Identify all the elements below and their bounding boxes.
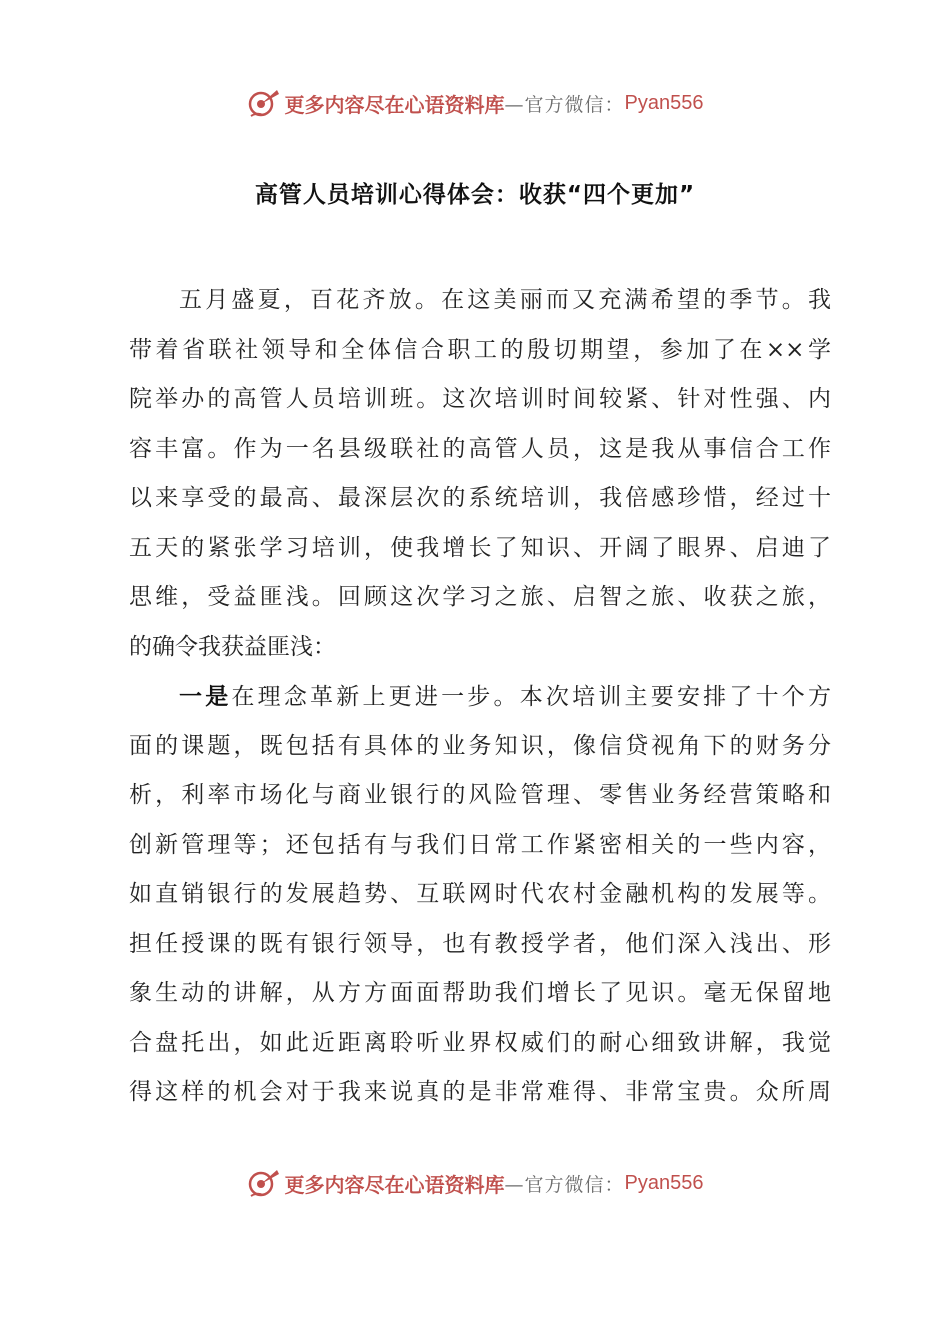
paragraph-line: 以来享受的最高、最深层次的系统培训，我倍感珍惜，经过十 bbox=[129, 485, 831, 511]
paragraph-line: 析，利率市场化与商业银行的风险管理、零售业务经营策略和 bbox=[129, 782, 831, 808]
paragraph-line: 合盘托出，如此近距离聆听业界权威们的耐心细致讲解，我觉 bbox=[129, 1029, 831, 1056]
paragraph-line: 担任授课的既有银行领导，也有教授学者，他们深入浅出、形 bbox=[129, 930, 831, 957]
pen-nib-logo-icon bbox=[247, 1166, 281, 1200]
point-text: 在理念革新上更进一步。本次培训主要安排了十个方 bbox=[231, 684, 832, 710]
banner-title: 更多内容尽在心语资料库 bbox=[284, 92, 505, 117]
paragraph-line bbox=[129, 672, 831, 722]
paragraph-line: 带着省联社领导和全体信合职工的殷切期望，参加了在××学 bbox=[129, 336, 831, 363]
paragraph-line: 院举办的高管人员培训班。这次培训时间较紧、针对性强、内 bbox=[129, 386, 831, 412]
banner-title: 更多内容尽在心语资料库 bbox=[284, 1172, 505, 1197]
paragraph-line: 五天的紧张学习培训，使我增长了知识、开阔了眼界、启迪了 bbox=[129, 534, 831, 561]
banner-wechat-label: —官方微信： bbox=[504, 93, 625, 116]
paragraph-line: 如直销银行的发展趋势、互联网时代农村金融机构的发展等。 bbox=[129, 881, 831, 907]
footer-banner bbox=[0, 1163, 950, 1203]
paragraph-line: 象生动的讲解，从方方面面帮助我们增长了见识。毫无保留地 bbox=[129, 980, 831, 1006]
header-banner bbox=[0, 83, 950, 123]
paragraph-line: 思维，受益匪浅。回顾这次学习之旅、启智之旅、收获之旅， bbox=[129, 584, 831, 610]
paragraph-line: 容丰富。作为一名县级联社的高管人员，这是我从事信合工作 bbox=[129, 435, 831, 462]
paragraph-line: 得这样的机会对于我来说真的是非常难得、非常宝贵。众所周 bbox=[129, 1079, 831, 1105]
paragraph-line: 创新管理等；还包括有与我们日常工作紧密相关的一些内容， bbox=[129, 831, 831, 858]
pen-nib-logo-icon bbox=[247, 86, 281, 120]
document-body bbox=[129, 276, 831, 1118]
paragraph-line: 面的课题，既包括有具体的业务知识，像信贷视角下的财务分 bbox=[129, 732, 831, 759]
banner-wechat-id: Pyan556 bbox=[624, 1171, 704, 1194]
point-lead: 一是 bbox=[179, 683, 232, 710]
page-title: 高管人员培训心得体会：收获“四个更加” bbox=[254, 182, 696, 208]
banner-wechat-id: Pyan556 bbox=[624, 91, 704, 114]
paragraph-line: 的确令我获益匪浅： bbox=[129, 633, 336, 660]
banner-wechat-label: —官方微信： bbox=[504, 1173, 625, 1196]
paragraph-line: 五月盛夏，百花齐放。在这美丽而又充满希望的季节。我 bbox=[179, 287, 831, 313]
